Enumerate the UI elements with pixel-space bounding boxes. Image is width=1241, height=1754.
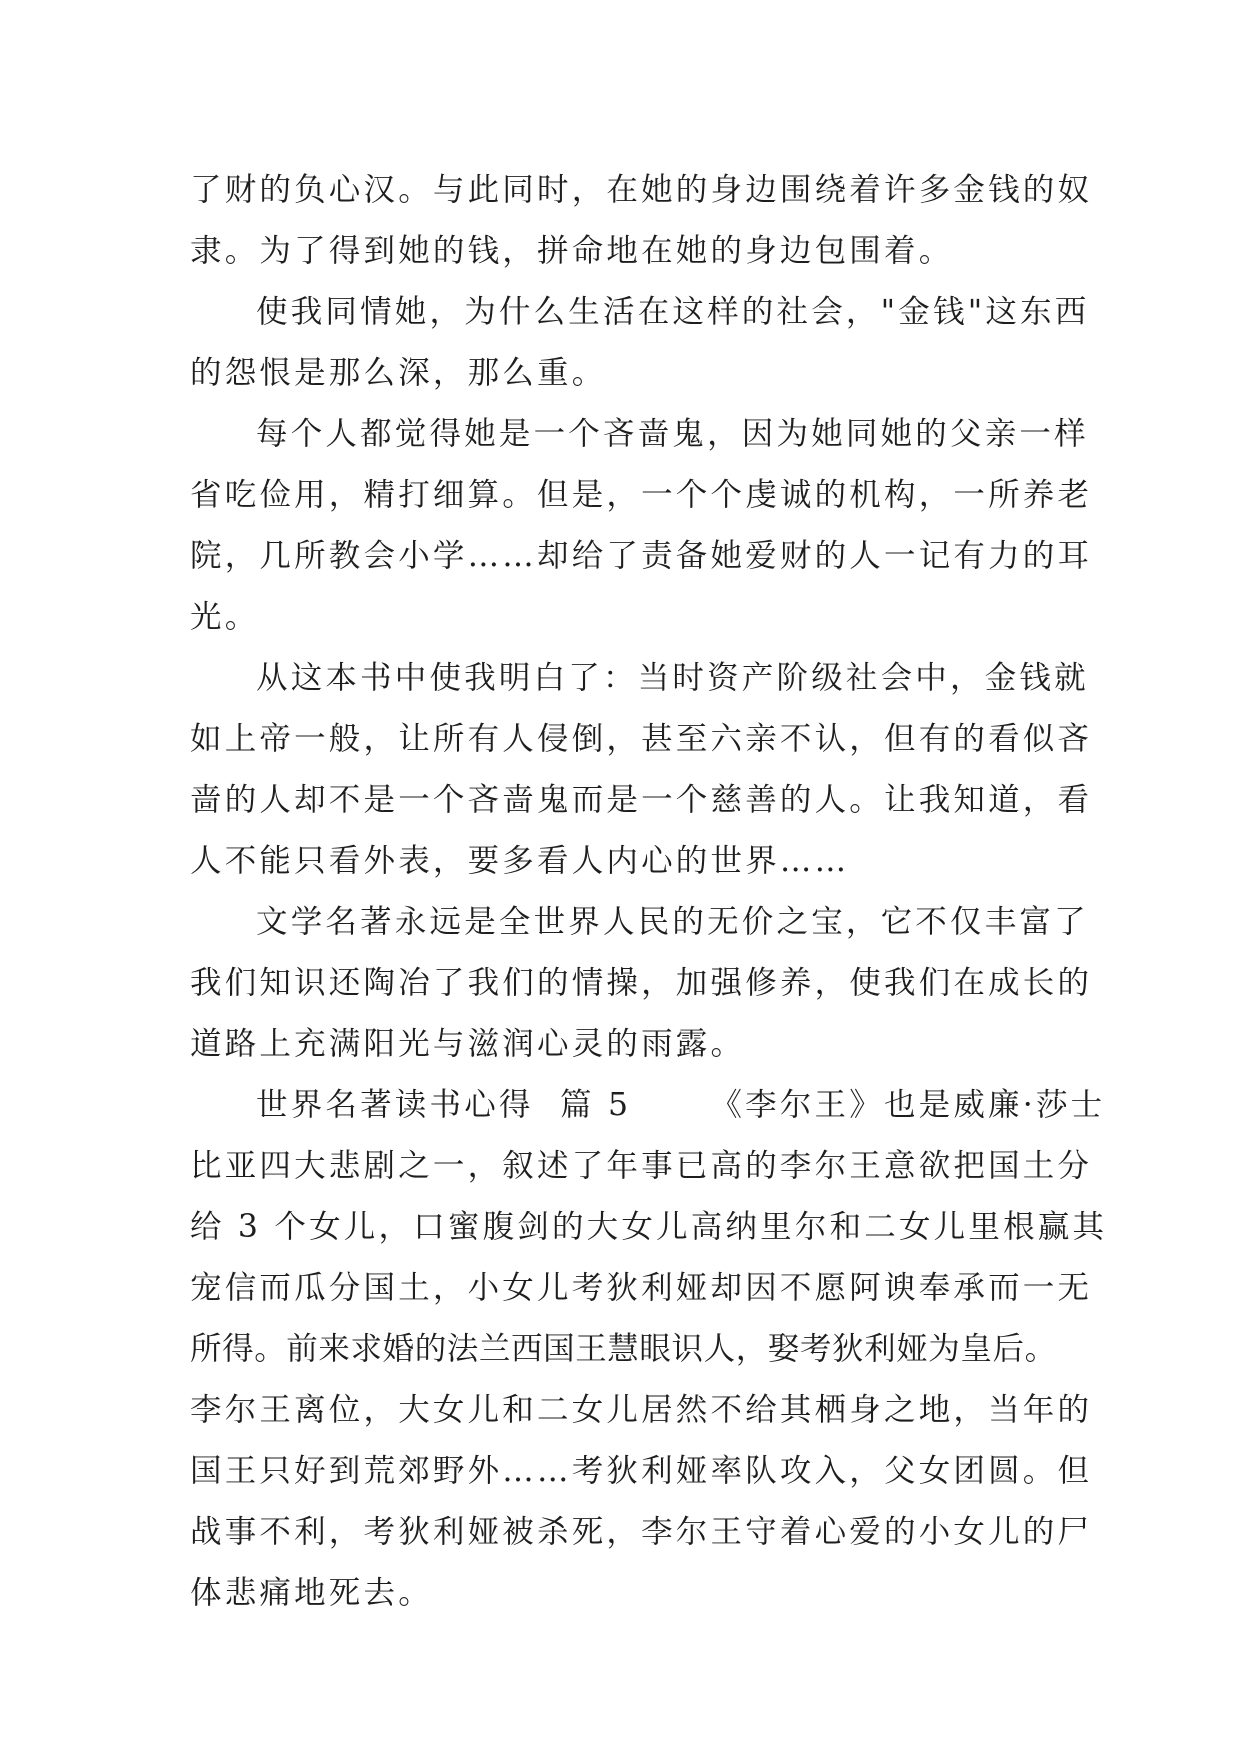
- paragraph-first-line: 使我同情她，为什么生活在这样的社会，"金钱"这东西: [256, 294, 1090, 330]
- text-line: 李尔王离位，大女儿和二女儿居然不给其栖身之地，当年的: [190, 1392, 1093, 1428]
- text-line: 我们知识还陶冶了我们的情操，加强修养，使我们在成长的: [190, 965, 1093, 1001]
- paragraph-first-line: 每个人都觉得她是一个吝啬鬼，因为她同她的父亲一样: [256, 416, 1089, 452]
- text-line: 国王只好到荒郊野外……考狄利娅率队攻入，父女团圆。但: [190, 1453, 1093, 1489]
- text-line: 隶。为了得到她的钱，拼命地在她的身边包围着。: [190, 233, 954, 269]
- paragraph-first-line: 文学名著永远是全世界人民的无价之宝，它不仅丰富了: [256, 904, 1089, 940]
- text-line: 如上帝一般，让所有人侵倒，甚至六亲不认，但有的看似吝: [190, 721, 1093, 757]
- body-text: [190, 160, 1108, 1624]
- text-line: 省吃俭用，精打细算。但是，一个个虔诚的机构，一所养老: [190, 477, 1093, 513]
- text-line: 给 3 个女儿，口蜜腹剑的大女儿高纳里尔和二女儿里根赢其: [190, 1209, 1108, 1245]
- text-line: 所得。前来求婚的法兰西国王慧眼识人，娶考狄利娅为皇后。: [190, 1331, 1057, 1367]
- text-line: 体悲痛地死去。: [190, 1575, 433, 1611]
- paragraph-first-line: 从这本书中使我明白了：当时资产阶级社会中，金钱就: [256, 660, 1089, 696]
- text-line: 人不能只看外表，要多看人内心的世界……: [190, 843, 850, 879]
- text-line: 院，几所教会小学……却给了责备她爱财的人一记有力的耳: [190, 538, 1093, 574]
- text-line: 了财的负心汉。与此同时，在她的身边围绕着许多金钱的奴: [190, 172, 1093, 208]
- text-line: 战事不利，考狄利娅被杀死，李尔王守着心爱的小女儿的尸: [190, 1514, 1093, 1550]
- section-heading-line: 世界名著读书心得 篇 5 《李尔王》也是威廉·莎士: [256, 1087, 1106, 1123]
- text-line: 比亚四大悲剧之一，叙述了年事已高的李尔王意欲把国土分: [190, 1148, 1093, 1184]
- text-line: 道路上充满阳光与滋润心灵的雨露。: [190, 1026, 746, 1062]
- text-line: 宠信而瓜分国土，小女儿考狄利娅却因不愿阿谀奉承而一无: [190, 1270, 1093, 1306]
- text-line: 的怨恨是那么深，那么重。: [190, 355, 607, 391]
- text-line: 光。: [190, 599, 260, 635]
- text-line: 啬的人却不是一个吝啬鬼而是一个慈善的人。让我知道，看: [190, 782, 1093, 818]
